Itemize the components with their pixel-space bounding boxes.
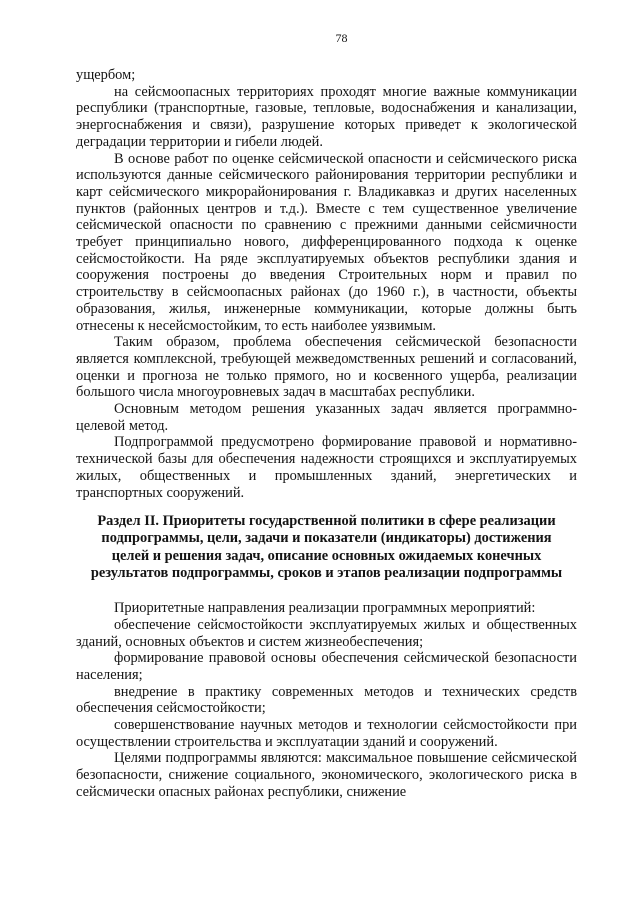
section-heading-line: Раздел II. Приоритеты государственной политики в сфере реализации bbox=[97, 513, 556, 530]
page-number: 78 bbox=[335, 31, 348, 45]
paragraph-regulatory-base: Подпрограммой предусмотрено формирование правовой и нормативно-технической базы для обеспечения надежности строящихся и эксплуатируемых жилых, общественных и промышленных зданий, энергетических и транспортных сооружений. bbox=[76, 434, 577, 501]
section-heading-line: результатов подпрограммы, сроков и этапов реализации подпрограммы bbox=[90, 564, 563, 581]
priority-item-buildings: обеспечение сейсмостойкости эксплуатируемых жилых и общественных зданий, основных объектов и систем жизнеобеспечения; bbox=[76, 616, 577, 650]
priority-item-legal-basis: формирование правовой основы обеспечения сейсмической безопасности населения; bbox=[76, 650, 577, 683]
paragraph-complex-problem: Таким образом, проблема обеспечения сейсмической безопасности является комплексной, требующей межведомственных решений и согласований, оценки и прогноза не только прямого, но и косвенного ущерба, реализации большого числа многоуровневых задач в масштабах республики. bbox=[76, 334, 577, 401]
document-page bbox=[76, 31, 577, 801]
section-heading-line: целей и решения задач, описание основных ожидаемых конечных bbox=[111, 547, 542, 564]
section-heading bbox=[76, 513, 577, 582]
paragraph-priorities-intro: Приоритетные направления реализации программных мероприятий: bbox=[114, 600, 536, 617]
paragraph-main-method: Основным методом решения указанных задач является программно-целевой метод. bbox=[76, 401, 577, 434]
priority-item-scientific-methods: совершенствование научных методов и технологии сейсмостойкости при осуществлении строительства и эксплуатации зданий и сооружений. bbox=[76, 717, 577, 750]
paragraph-damage-ending: ущербом; bbox=[76, 67, 136, 83]
paragraph-communications: на сейсмоопасных территориях проходят многие важные коммуникации республики (транспортные, газовые, тепловые, водоснабжения и канализации, энергоснабжения и связи), разрушение которых приведет к экологической деградации территории и гибели людей. bbox=[76, 83, 577, 150]
priority-item-modern-methods: внедрение в практику современных методов и технических средств обеспечения сейсмостойкости; bbox=[76, 683, 577, 717]
paragraph-seismic-assessment: В основе работ по оценке сейсмической опасности и сейсмического риска используются данные сейсмического районирования территории республики и карт сейсмического микрорайонирования г. Владикавказ и других населенных пунктов (районных центров и т.д.). Вместе с тем существенное увеличение сейсмической опасности по сравнению с прежними данными сейсмичности требует принципиально нового, дифференцированного подхода к оценке сейсмостойкости. На ряде эксплуатируемых объектов республики здания и сооружения построены до введения Строительных норм и правил по строительству в сейсмоопасных районах (до 1960 г.), в частности, объекты образования, жилья, инженерные коммуникации, которые должны быть отнесены к несейсмостойким, то есть наиболее уязвимым. bbox=[76, 150, 577, 334]
section-heading-line: подпрограммы, цели, задачи и показатели (индикаторы) достижения bbox=[101, 530, 552, 547]
paragraph-goals: Целями подпрограммы являются: максимальное повышение сейсмической безопасности, снижение социального, экономического, экологического риска в сейсмически опасных районах республики, снижение bbox=[76, 750, 577, 800]
